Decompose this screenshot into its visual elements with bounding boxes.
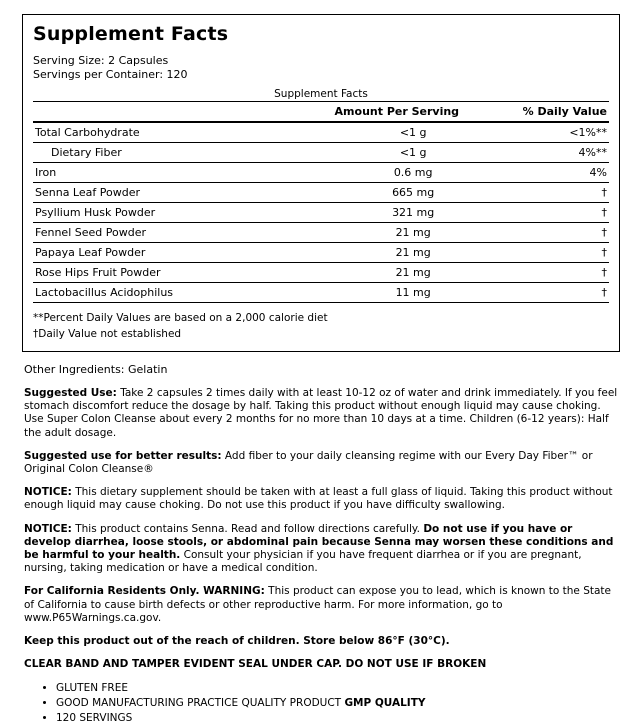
- other-ingredients: Other Ingredients: Gelatin: [24, 363, 168, 376]
- nutrient-daily-value: †: [494, 203, 609, 223]
- table-row: [33, 263, 609, 283]
- table-header-row: [33, 102, 609, 123]
- nutrient-amount: 21 mg: [333, 263, 494, 283]
- seal-warning-bold: CLEAR BAND AND TAMPER EVIDENT SEAL UNDER CAP. DO NOT USE IF BROKEN: [24, 658, 487, 671]
- bullet-text: GOOD MANUFACTURING PRACTICE QUALITY PRODUCT: [56, 697, 345, 710]
- nutrient-name: Psyllium Husk Powder: [33, 203, 333, 223]
- suggested-use-paragraph: [24, 387, 618, 440]
- nutrient-name: Rose Hips Fruit Powder: [33, 263, 333, 283]
- california-warning-text: This product can expose you to lead, which is known to the State of California to cause birth defects or other reproductive harm. For more information, go to www.P65Warnings.ca.gov.: [24, 585, 612, 624]
- bullet-bold: GMP QUALITY: [344, 697, 426, 710]
- nutrient-name: Papaya Leaf Powder: [33, 243, 333, 263]
- keep-out-of-reach-text: [24, 635, 618, 648]
- nutrient-daily-value: †: [494, 183, 609, 203]
- list-item: [56, 711, 626, 725]
- notice-liquid-label: NOTICE:: [24, 486, 72, 499]
- list-item: [56, 696, 626, 710]
- notice-liquid-paragraph: [24, 486, 618, 512]
- nutrient-daily-value: <1%**: [494, 122, 609, 143]
- column-header-amount: Amount Per Serving: [333, 102, 494, 123]
- notice-senna-bold: Do not use if you have or develop diarrhea, loose stools, or abdominal pain because Senna may worsen these conditions and be harmful to your health.: [24, 522, 614, 562]
- feature-bullet-list: [56, 681, 626, 725]
- nutrient-amount: 11 mg: [333, 283, 494, 303]
- nutrient-daily-value: †: [494, 223, 609, 243]
- table-row: [33, 203, 609, 223]
- table-row: [33, 143, 609, 163]
- nutrient-daily-value: †: [494, 243, 609, 263]
- nutrient-name: Dietary Fiber: [33, 143, 333, 163]
- california-warning-label: For California Residents Only. WARNING:: [24, 585, 265, 598]
- california-warning-paragraph: [24, 585, 618, 625]
- serving-info: [33, 54, 609, 82]
- keep-out-of-reach-bold: Keep this product out of the reach of children. Store below 86°F (30°C).: [24, 635, 450, 648]
- table-row: [33, 122, 609, 143]
- notice-senna-text-1: This product contains Senna. Read and follow directions carefully.: [71, 522, 424, 535]
- better-results-label: Suggested use for better results:: [24, 449, 222, 462]
- servings-per-container: Servings per Container: 120: [33, 68, 188, 81]
- nutrient-amount: 0.6 mg: [333, 163, 494, 183]
- nutrient-name: Senna Leaf Powder: [33, 183, 333, 203]
- nutrient-daily-value: 4%**: [494, 143, 609, 163]
- suggested-use-text: Take 2 capsules 2 times daily with at least 10-12 oz of water and drink immediately. If you feel stomach discomfort reduce the dosage by half. Taking this product without enough liquid may cause choking. Use Super Colon Cleanse about every 2 months for no more than 10 days at a time. Children (6-12 years): Half the adult dosage.: [24, 387, 618, 439]
- supplement-facts-footnotes: [33, 311, 609, 341]
- nutrient-amount: <1 g: [333, 122, 494, 143]
- better-results-paragraph: [24, 450, 618, 476]
- nutrient-daily-value: †: [494, 283, 609, 303]
- nutrient-name: Total Carbohydrate: [33, 122, 333, 143]
- nutrient-amount: <1 g: [333, 143, 494, 163]
- nutrient-name: Iron: [33, 163, 333, 183]
- nutrient-amount: 321 mg: [333, 203, 494, 223]
- supplement-facts-table: [33, 101, 609, 303]
- nutrient-amount: 21 mg: [333, 243, 494, 263]
- table-row: [33, 283, 609, 303]
- table-row: [33, 243, 609, 263]
- seal-warning-text: [24, 658, 618, 671]
- serving-size: Serving Size: 2 Capsules: [33, 54, 169, 67]
- notice-liquid-text: This dietary supplement should be taken with at least a full glass of liquid. Taking this product without enough liquid may cause choking. Do not use this product if you have difficulty swallowing.: [24, 486, 613, 512]
- column-header-nutrient: [33, 102, 333, 123]
- nutrient-amount: 665 mg: [333, 183, 494, 203]
- better-results-text: Add fiber to your daily cleansing regime with our Every Day Fiber™ or Original Colon Cleanse®: [24, 449, 593, 476]
- table-row: [33, 183, 609, 203]
- supplement-facts-panel: [22, 14, 620, 352]
- nutrient-amount: 21 mg: [333, 223, 494, 243]
- nutrient-daily-value: †: [494, 263, 609, 283]
- table-row: [33, 163, 609, 183]
- list-item: [56, 681, 626, 695]
- notice-senna-paragraph: [24, 523, 618, 576]
- notice-senna-text-2: Consult your physician if you have frequent diarrhea or if you are pregnant, nursing, taking medication or have a medical condition.: [24, 549, 582, 575]
- supplement-facts-title: Supplement Facts: [33, 23, 229, 45]
- column-header-daily-value: % Daily Value: [494, 102, 609, 123]
- nutrient-name: Fennel Seed Powder: [33, 223, 333, 243]
- supplement-facts-subtitle: Supplement Facts: [274, 88, 368, 100]
- bullet-text: GLUTEN FREE: [56, 682, 128, 695]
- table-row: [33, 223, 609, 243]
- footnote-daily-values: **Percent Daily Values are based on a 2,000 calorie diet: [33, 312, 328, 324]
- nutrient-name: Lactobacillus Acidophilus: [33, 283, 333, 303]
- nutrient-daily-value: 4%: [494, 163, 609, 183]
- footnote-dv-not-established: †Daily Value not established: [33, 328, 182, 340]
- bullet-text: 120 SERVINGS: [56, 712, 133, 725]
- suggested-use-label: Suggested Use:: [24, 387, 117, 399]
- notice-senna-label: NOTICE:: [24, 522, 72, 535]
